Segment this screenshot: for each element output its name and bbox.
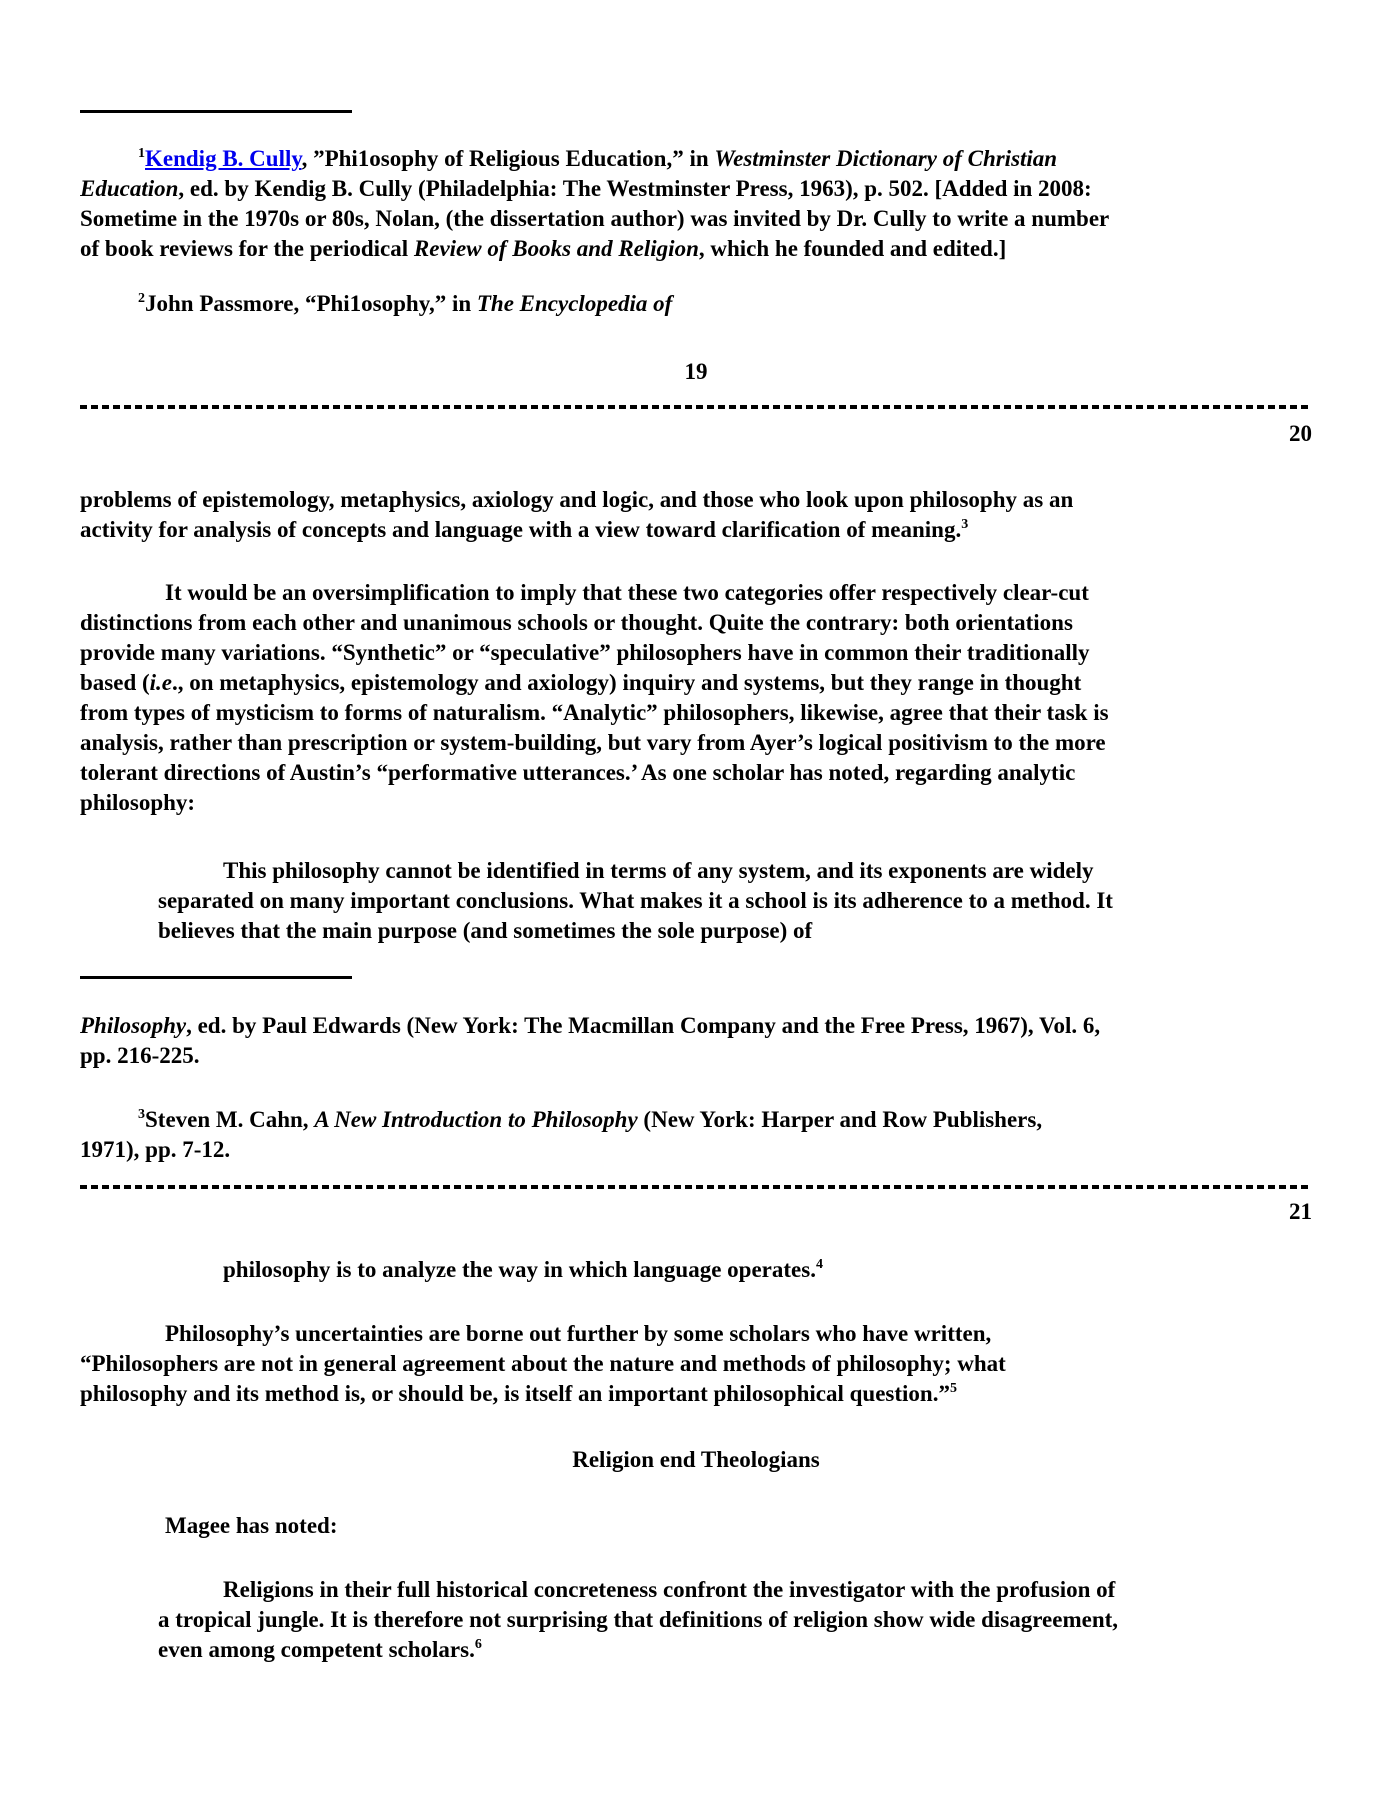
text-segment: from types of mysticism to forms of naturalism. “Analytic” philosophers, likewise, agree that their task is — [80, 700, 1109, 725]
text-line — [80, 1041, 1312, 1071]
text-segment: pp. 216-225. — [80, 1043, 200, 1068]
text-line — [80, 1379, 1312, 1409]
text-segment: 1971), pp. 7-12. — [80, 1137, 231, 1162]
text-segment: , ”Phi1osophy of Religious Education,” in — [301, 146, 715, 171]
text-segment: of book reviews for the periodical — [80, 236, 414, 261]
text-line — [80, 1105, 1312, 1135]
text-line — [80, 1135, 1312, 1165]
blockquote-continuation — [158, 1255, 1312, 1285]
paragraph-problems — [80, 485, 1312, 545]
paragraph-uncertainties — [80, 1319, 1312, 1409]
text-segment: separated on many important conclusions. What makes it a school is its adherence to a method. It — [158, 888, 1113, 913]
text-line — [80, 1011, 1312, 1041]
text-segment: The Encyclopedia of — [476, 291, 673, 316]
paragraph-magee — [80, 1511, 1312, 1541]
text-segment: This philosophy cannot be identified in terms of any system, and its exponents are widely — [223, 858, 1094, 883]
text-segment: Philosophy — [80, 1013, 187, 1038]
page-break-divider — [80, 405, 1312, 409]
text-segment: , which he founded and edited.] — [698, 236, 1007, 261]
text-line — [158, 1255, 1312, 1285]
text-segment: i.e — [149, 670, 173, 695]
page-break-divider-2 — [80, 1185, 1312, 1189]
footnote-3 — [80, 1105, 1312, 1165]
text-segment: problems of epistemology, metaphysics, axiology and logic, and those who look upon philosophy as an — [80, 487, 1074, 512]
text-line — [80, 485, 1312, 515]
text-line — [80, 1349, 1312, 1379]
text-segment: even among competent scholars. — [158, 1637, 475, 1662]
text-line — [80, 638, 1312, 668]
text-segment: based ( — [80, 670, 150, 695]
footnote-1-marker: 1 — [138, 146, 145, 161]
footnote-2 — [80, 289, 1312, 319]
page-number-21: 21 — [1289, 1199, 1312, 1224]
text-segment: Magee has noted: — [165, 1513, 338, 1538]
text-line — [80, 204, 1312, 234]
page-number-19: 19 — [684, 359, 708, 384]
text-line — [80, 608, 1312, 638]
text-line — [158, 916, 1312, 946]
text-segment: tolerant directions of Austin’s “performative utterances.’ As one scholar has noted, regarding analytic — [80, 760, 1076, 785]
text-segment: a tropical jungle. It is therefore not surprising that definitions of religion show wide disagreement, — [158, 1607, 1119, 1632]
text-segment: Education — [80, 176, 179, 201]
text-segment: Philosophy’s uncertainties are borne out further by some scholars who have written, — [165, 1321, 992, 1346]
document-content — [80, 0, 1312, 1665]
text-segment: Sometime in the 1970s or 80s, Nolan, (the dissertation author) was invited by Dr. Cully to write a number — [80, 206, 1110, 231]
text-segment: “Philosophers are not in general agreement about the nature and methods of philosophy; what — [80, 1351, 1006, 1376]
page-number-20: 20 — [1289, 421, 1312, 446]
text-line — [80, 144, 1312, 174]
text-segment: ., on metaphysics, epistemology and axiology) inquiry and systems, but they range in thought — [172, 670, 1082, 695]
text-segment: analysis, rather than prescription or system-building, but vary from Ayer’s logical positivism to the more — [80, 730, 1106, 755]
text-line — [158, 1635, 1312, 1665]
text-segment: A New Introduction to Philosophy — [314, 1107, 638, 1132]
footnote-ref-3: 3 — [961, 517, 969, 532]
text-line — [80, 174, 1312, 204]
footnote-2-continuation — [80, 1011, 1312, 1071]
blockquote-religions — [158, 1575, 1312, 1665]
footnote-separator — [80, 110, 352, 113]
text-line — [80, 289, 1312, 319]
text-segment: distinctions from each other and unanimous schools or thought. Quite the contrary: both orientations — [80, 610, 1073, 635]
text-line — [158, 856, 1312, 886]
blockquote-method — [158, 856, 1312, 946]
text-line — [80, 1511, 1312, 1541]
text-segment: , ed. by Kendig B. Cully (Philadelphia: The Westminster Press, 1963), p. 502. [Added in 2008: — [178, 176, 1092, 201]
text-segment: philosophy and its method is, or should be, is itself an important philosophical question.” — [80, 1381, 950, 1406]
text-line — [80, 758, 1312, 788]
footnote-1 — [80, 144, 1312, 264]
text-segment: activity for analysis of concepts and language with a view toward clarification of meaning. — [80, 517, 962, 542]
text-segment: believes that the main purpose (and sometimes the sole purpose) of — [158, 918, 813, 943]
text-segment: (New York: Harper and Row Publishers, — [637, 1107, 1043, 1132]
text-segment: Review of Books and Religion — [413, 236, 699, 261]
text-segment: John Passmore, “Phi1osophy,” in — [145, 291, 477, 316]
footnote-ref-6: 6 — [474, 1637, 482, 1652]
text-segment: philosophy: — [80, 790, 196, 815]
paragraph-oversimplification — [80, 578, 1312, 818]
text-line — [158, 886, 1312, 916]
section-heading: Religion end Theologians — [572, 1447, 820, 1472]
text-segment: Steven M. Cahn, — [145, 1107, 315, 1132]
text-segment: Westminster Dictionary of Christian — [714, 146, 1058, 171]
text-line — [80, 728, 1312, 758]
text-segment: Religions in their full historical concreteness confront the investigator with the profusion of — [223, 1577, 1116, 1602]
text-line — [80, 515, 1312, 545]
text-segment: , ed. by Paul Edwards (New York: The Macmillan Company and the Free Press, 1967), Vol. 6, — [186, 1013, 1101, 1038]
text-line — [158, 1605, 1312, 1635]
text-line — [80, 788, 1312, 818]
footnote-2-marker: 2 — [138, 291, 145, 306]
kendig-cully-link[interactable]: Kendig B. Cully — [145, 146, 302, 171]
text-line — [158, 1575, 1312, 1605]
text-segment: provide many variations. “Synthetic” or “speculative” philosophers have in common their traditionally — [80, 640, 1090, 665]
text-line — [80, 234, 1312, 264]
footnote-ref-4: 4 — [815, 1257, 823, 1272]
footnote-ref-5: 5 — [949, 1381, 957, 1396]
text-line — [80, 668, 1312, 698]
text-line — [80, 578, 1312, 608]
footnote-separator-2 — [80, 976, 352, 979]
text-line — [80, 698, 1312, 728]
text-line — [80, 1319, 1312, 1349]
footnote-3-marker: 3 — [138, 1107, 145, 1122]
text-segment: It would be an oversimplification to imply that these two categories offer respectively clear-cut — [165, 580, 1089, 605]
text-segment: philosophy is to analyze the way in which language operates. — [223, 1257, 816, 1282]
